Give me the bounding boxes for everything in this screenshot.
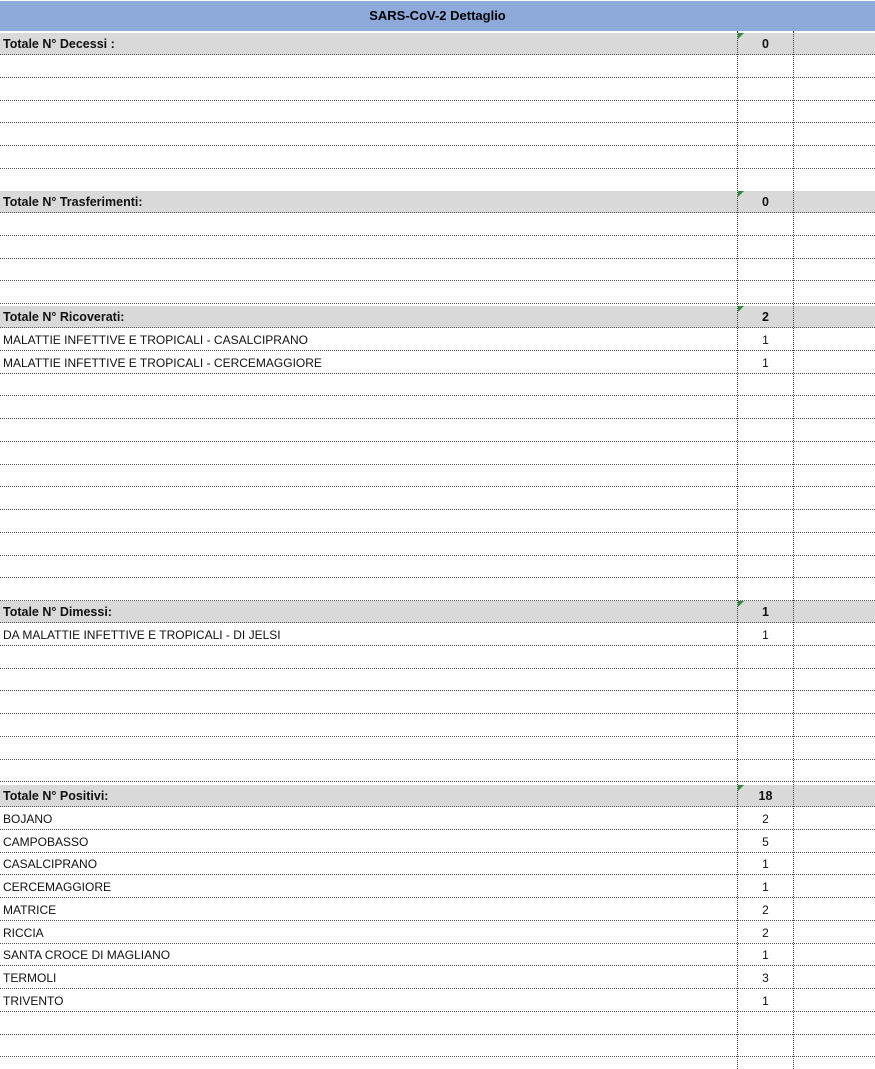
empty-row[interactable]: [0, 170, 875, 192]
section-label: Totale N° Dimessi:: [3, 605, 112, 619]
row-value: 1: [762, 627, 769, 642]
empty-row[interactable]: [0, 738, 875, 760]
row-value: [738, 56, 793, 78]
row-value: [738, 237, 793, 259]
row-value: [738, 715, 793, 737]
row-value: [738, 214, 793, 236]
row-label: CAMPOBASSO: [3, 834, 89, 849]
empty-row[interactable]: [0, 488, 875, 510]
row-value: 1: [762, 948, 769, 963]
empty-row[interactable]: [0, 465, 875, 487]
section-header-row[interactable]: [0, 601, 875, 623]
row-label: TRIVENTO: [3, 993, 64, 1008]
row-value: [738, 692, 793, 714]
section-label: Totale N° Ricoverati:: [3, 310, 125, 324]
table-row[interactable]: [0, 624, 875, 646]
empty-row[interactable]: [0, 374, 875, 396]
section-label: Totale N° Trasferimenti:: [3, 195, 143, 209]
section-header-row[interactable]: [0, 785, 875, 807]
row-value: 1: [762, 993, 769, 1008]
empty-row[interactable]: [0, 669, 875, 691]
row-value: [738, 170, 793, 192]
column-divider-left: [737, 31, 738, 1069]
row-label: CERCEMAGGIORE: [3, 880, 112, 894]
row-value: [738, 79, 793, 101]
row-value: 3: [762, 971, 769, 985]
row-value: [738, 124, 793, 146]
row-value: [738, 147, 793, 169]
row-label: SANTA CROCE DI MAGLIANO: [3, 948, 171, 963]
cell-indicator-icon: [738, 191, 744, 197]
empty-row[interactable]: [0, 647, 875, 669]
column-divider-right: [793, 31, 794, 1069]
row-value: [738, 760, 793, 782]
section-total: 18: [758, 789, 773, 803]
empty-row[interactable]: [0, 56, 875, 78]
row-value: [738, 259, 793, 281]
empty-row[interactable]: [0, 443, 875, 465]
table-row[interactable]: [0, 831, 875, 853]
table-row[interactable]: [0, 352, 875, 374]
table-row[interactable]: [0, 329, 875, 351]
empty-row[interactable]: [0, 397, 875, 419]
section-header-row[interactable]: [0, 306, 875, 328]
row-value: 2: [762, 925, 769, 940]
row-value: [738, 397, 793, 419]
row-value: [738, 443, 793, 465]
row-value: [738, 101, 793, 123]
table-row[interactable]: [0, 944, 875, 966]
row-value: [738, 1013, 793, 1035]
empty-row[interactable]: [0, 511, 875, 533]
empty-row[interactable]: [0, 124, 875, 146]
row-value: [738, 647, 793, 669]
empty-row[interactable]: [0, 101, 875, 123]
table-row[interactable]: [0, 853, 875, 875]
empty-row[interactable]: [0, 214, 875, 236]
row-label: RICCIA: [3, 925, 44, 940]
row-label: MALATTIE INFETTIVE E TROPICALI - CERCEMAGGIORE: [3, 355, 322, 370]
empty-row[interactable]: [0, 420, 875, 442]
row-value: [738, 488, 793, 510]
empty-row[interactable]: [0, 715, 875, 737]
row-value: [738, 579, 793, 601]
table-row[interactable]: [0, 808, 875, 830]
empty-row[interactable]: [0, 556, 875, 578]
section-header-row[interactable]: [0, 33, 875, 55]
cell-indicator-icon: [738, 33, 744, 39]
empty-row[interactable]: [0, 1035, 875, 1057]
table-row[interactable]: [0, 990, 875, 1012]
table-row[interactable]: [0, 899, 875, 921]
empty-row[interactable]: [0, 760, 875, 782]
empty-row[interactable]: [0, 259, 875, 281]
section-total: 0: [762, 37, 769, 51]
row-label: DA MALATTIE INFETTIVE E TROPICALI - DI JELSI: [3, 627, 281, 642]
row-label: MATRICE: [3, 902, 57, 917]
section-total: 1: [762, 605, 769, 619]
cell-indicator-icon: [738, 785, 744, 791]
row-value: 1: [762, 332, 769, 347]
table-row[interactable]: [0, 922, 875, 944]
row-value: 1: [762, 857, 769, 872]
cell-indicator-icon: [738, 306, 744, 312]
row-value: 5: [762, 834, 769, 849]
empty-row[interactable]: [0, 79, 875, 101]
section-header-row[interactable]: [0, 191, 875, 213]
section-label: Totale N° Decessi :: [3, 37, 115, 51]
empty-row[interactable]: [0, 534, 875, 556]
row-value: 1: [762, 880, 769, 894]
section-total: 0: [762, 195, 769, 209]
empty-row[interactable]: [0, 237, 875, 259]
section-label: Totale N° Positivi:: [3, 789, 109, 803]
row-value: [738, 534, 793, 556]
row-value: [738, 738, 793, 760]
row-value: [738, 1035, 793, 1057]
empty-row[interactable]: [0, 1013, 875, 1035]
empty-row[interactable]: [0, 579, 875, 601]
sheet-title: SARS-CoV-2 Dettaglio: [0, 1, 875, 31]
row-label: BOJANO: [3, 811, 53, 826]
row-value: [738, 465, 793, 487]
row-value: 1: [762, 355, 769, 370]
row-label: TERMOLI: [3, 971, 57, 985]
row-value: 2: [762, 902, 769, 917]
section-total: 2: [762, 310, 769, 324]
empty-row[interactable]: [0, 692, 875, 714]
empty-row[interactable]: [0, 282, 875, 304]
row-label: MALATTIE INFETTIVE E TROPICALI - CASALCIPRANO: [3, 332, 308, 347]
row-value: [738, 420, 793, 442]
table-row[interactable]: [0, 967, 875, 989]
table-row[interactable]: [0, 876, 875, 898]
row-value: [738, 669, 793, 691]
empty-row[interactable]: [0, 147, 875, 169]
row-value: 2: [762, 811, 769, 826]
row-label: CASALCIPRANO: [3, 857, 98, 872]
row-value: [738, 374, 793, 396]
row-value: [738, 556, 793, 578]
row-value: [738, 282, 793, 304]
row-value: [738, 511, 793, 533]
cell-indicator-icon: [738, 601, 744, 607]
